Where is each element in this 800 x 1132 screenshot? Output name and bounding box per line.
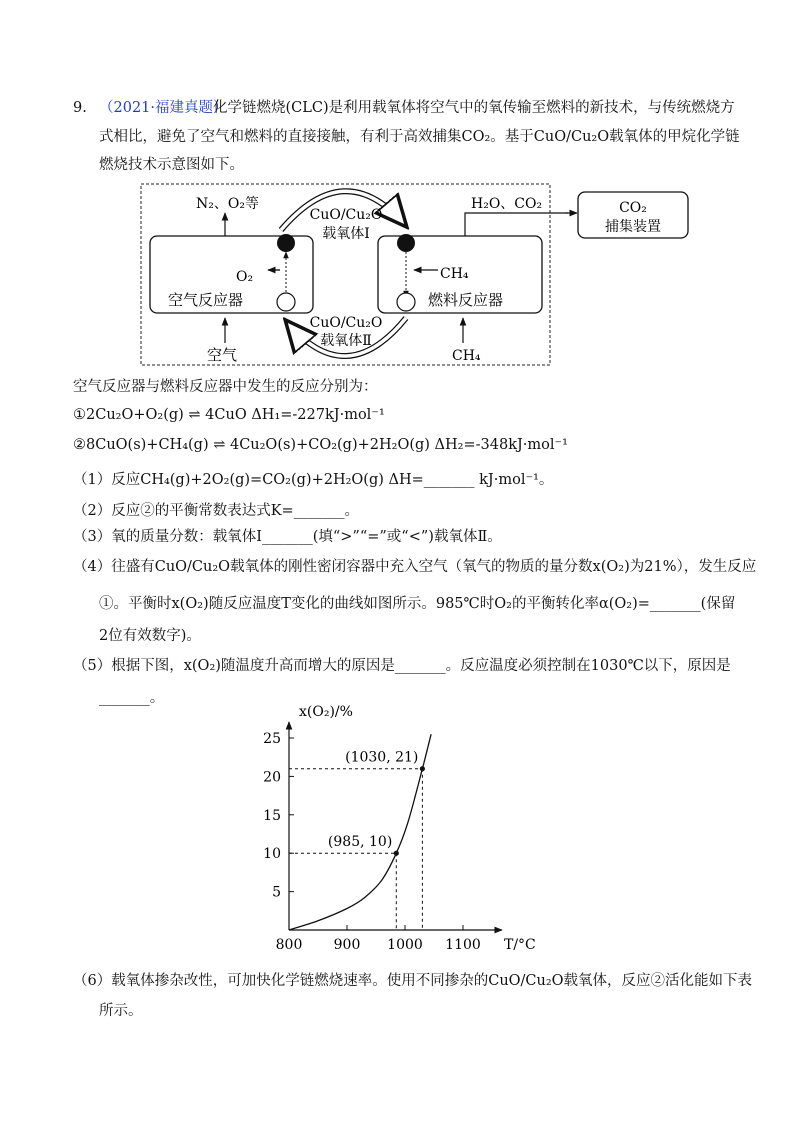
intro-line-1: 化学链燃烧(CLC)是利用载氧体将空气中的氧传输至燃料的新技术，与传统燃烧方: [213, 100, 735, 116]
part-5-line-1: （5）根据下图，x(O₂)随温度升高而增大的原因是_______。反应温度必须控制在1030℃以下，原因是: [73, 658, 731, 674]
o2-input-label: O₂: [236, 269, 254, 285]
x-tick-label: 1100: [445, 937, 481, 953]
part-6-line-2: 所示。: [99, 1003, 143, 1019]
y-tick-label: 20: [263, 769, 281, 786]
reaction-2: ②8CuO(s)+CH₄(g) ⇌ 4Cu₂O(s)+CO₂(g)+2H₂O(g) ΔH₂=-348kJ·mol⁻¹: [73, 437, 568, 453]
part-4-line-2: ①。平衡时x(O₂)随反应温度T变化的曲线如图所示。985℃时O₂的平衡转化率α(O₂)=_______(保留: [99, 596, 736, 612]
carrier-top-name: 载氧体Ⅰ: [322, 226, 370, 242]
reaction-1: ①2Cu₂O+O₂(g) ⇌ 4CuO ΔH₁=-227kJ·mol⁻¹: [73, 407, 385, 423]
y-axis-label: x(O₂)/%: [299, 704, 353, 720]
oxidized-carrier-right: [397, 234, 415, 252]
capture-label-1: CO₂: [619, 200, 647, 216]
part-4-line-3: 2位有效数字)。: [99, 628, 201, 644]
question-number: 9.: [73, 100, 87, 116]
out-right-label: H₂O、CO₂: [471, 196, 543, 212]
part-4-line-1: （4）往盛有CuO/Cu₂O载氧体的刚性密闭容器中充入空气（氧气的物质的量分数x(O₂)为21%），发生反应: [73, 559, 757, 575]
x-tick-label: 1000: [387, 937, 423, 953]
air-input-label: 空气: [207, 346, 238, 364]
x-tick-label: 900: [333, 937, 361, 953]
part-6-line-1: （6）载氧体掺杂改性，可加快化学链燃烧速率。使用不同掺杂的CuO/Cu₂O载氧体，反应②活化能如下表: [73, 973, 753, 989]
reduced-carrier-left: [277, 293, 295, 311]
data-point: [420, 766, 425, 771]
data-point: [394, 851, 399, 856]
part-5-line-2: _______。: [99, 690, 165, 706]
ch4-input-label: CH₄: [452, 348, 481, 364]
part-2: （2）反应②的平衡常数表达式K=_______。: [73, 503, 359, 519]
fuel-reactor-label: 燃料反应器: [428, 291, 504, 309]
reduced-carrier-right: [397, 293, 415, 311]
intro-line-2: 式相比，避免了空气和燃料的直接接触，有利于高效捕集CO₂。基于CuO/Cu₂O载氧体的甲烷化学链: [99, 129, 740, 145]
data-point-label: (1030, 21): [345, 749, 419, 766]
x-tick-label: 800: [275, 937, 303, 953]
y-tick-label: 25: [263, 731, 281, 747]
part-3: （3）氧的质量分数：载氧体Ⅰ_______(填“>”“=”或“<”)载氧体Ⅱ。: [73, 529, 502, 545]
x-axis-label: T/°C: [504, 937, 536, 953]
y-tick-label: 5: [272, 884, 281, 901]
xo2-temperature-chart: [240, 700, 560, 962]
y-tick-label: 15: [263, 807, 281, 824]
data-point-label: (985, 10): [327, 834, 393, 851]
ch4-side-label: CH₄: [440, 266, 469, 282]
y-tick-label: 10: [263, 846, 281, 863]
carrier-bottom-formula: CuO/Cu₂O: [309, 315, 383, 331]
part-1: （1）反应CH₄(g)+2O₂(g)=CO₂(g)+2H₂O(g) ΔH=_______ kJ·mol⁻¹。: [73, 472, 554, 488]
carrier-bottom-name: 载氧体Ⅱ: [320, 333, 372, 349]
air-reactor-label: 空气反应器: [168, 291, 244, 309]
carrier-top-formula: CuO/Cu₂O: [309, 207, 383, 223]
oxidized-carrier-left: [277, 234, 295, 252]
clc-schematic: [0, 0, 800, 380]
question-source-link[interactable]: （2021·福建真题）: [99, 100, 228, 116]
reactions-header: 空气反应器与燃料反应器中发生的反应分别为：: [73, 379, 378, 395]
out-left-label: N₂、O₂等: [196, 196, 259, 212]
intro-line-3: 燃烧技术示意图如下。: [99, 157, 244, 173]
capture-label-2: 捕集装置: [605, 219, 661, 235]
